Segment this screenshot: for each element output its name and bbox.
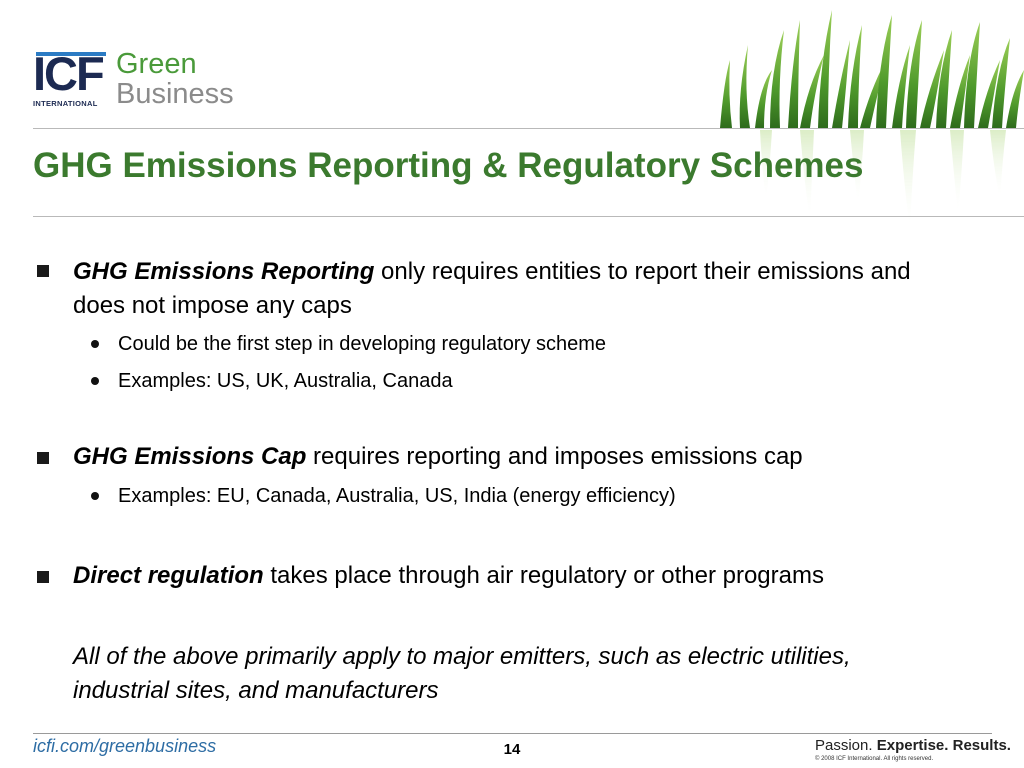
round-bullet-icon — [91, 492, 99, 500]
bullet-emissions-reporting — [73, 255, 943, 323]
bullet-emissions-cap — [73, 440, 973, 474]
logo-icf-text: ICF — [33, 47, 103, 100]
sub-bullet: Could be the first step in developing regulatory scheme — [118, 333, 607, 355]
square-bullet-icon — [37, 571, 49, 583]
footer-divider — [33, 733, 992, 734]
footer-tagline — [815, 737, 1011, 754]
header-divider-top — [33, 128, 1024, 129]
bullet-direct-regulation — [73, 559, 993, 593]
summary-note: All of the above primarily apply to major emitters, such as electric utilities, industrial sites, and manufacturers — [73, 643, 851, 704]
bullet-lead: GHG Emissions Cap — [73, 443, 307, 470]
tagline-results: Results. — [952, 737, 1011, 754]
logo-international-text: INTERNATIONAL — [33, 99, 98, 108]
square-bullet-icon — [37, 265, 49, 277]
bullet-text: takes place through air regulatory or other programs — [263, 562, 824, 589]
round-bullet-icon — [91, 377, 99, 385]
round-bullet-icon — [91, 340, 99, 348]
page-number: 14 — [503, 741, 521, 758]
sub-bullet: Examples: US, UK, Australia, Canada — [118, 370, 453, 392]
bullet-text: only requires entities to report their emissions and does not impose any caps — [73, 258, 911, 319]
logo-business-text: Business — [116, 78, 234, 110]
logo-green-text: Green — [116, 48, 197, 80]
bullet-text: requires reporting and imposes emissions cap — [306, 443, 803, 470]
copyright-text: © 2008 ICF International. All rights reserved. — [815, 756, 934, 762]
header-divider-bottom — [33, 216, 1024, 217]
icf-green-business-logo — [33, 47, 234, 114]
bullet-lead: GHG Emissions Reporting — [73, 258, 375, 285]
grass-decoration-image — [700, 0, 1024, 240]
bullet-lead: Direct regulation — [73, 562, 264, 589]
tagline-expertise: Expertise. — [876, 737, 949, 754]
sub-bullet: Examples: EU, Canada, Australia, US, India (energy efficiency) — [118, 485, 676, 507]
footer-url-link[interactable]: icfi.com/greenbusiness — [33, 736, 217, 756]
square-bullet-icon — [37, 452, 49, 464]
slide-title: GHG Emissions Reporting & Regulatory Schemes — [33, 146, 864, 185]
tagline-passion: Passion. — [815, 737, 873, 754]
